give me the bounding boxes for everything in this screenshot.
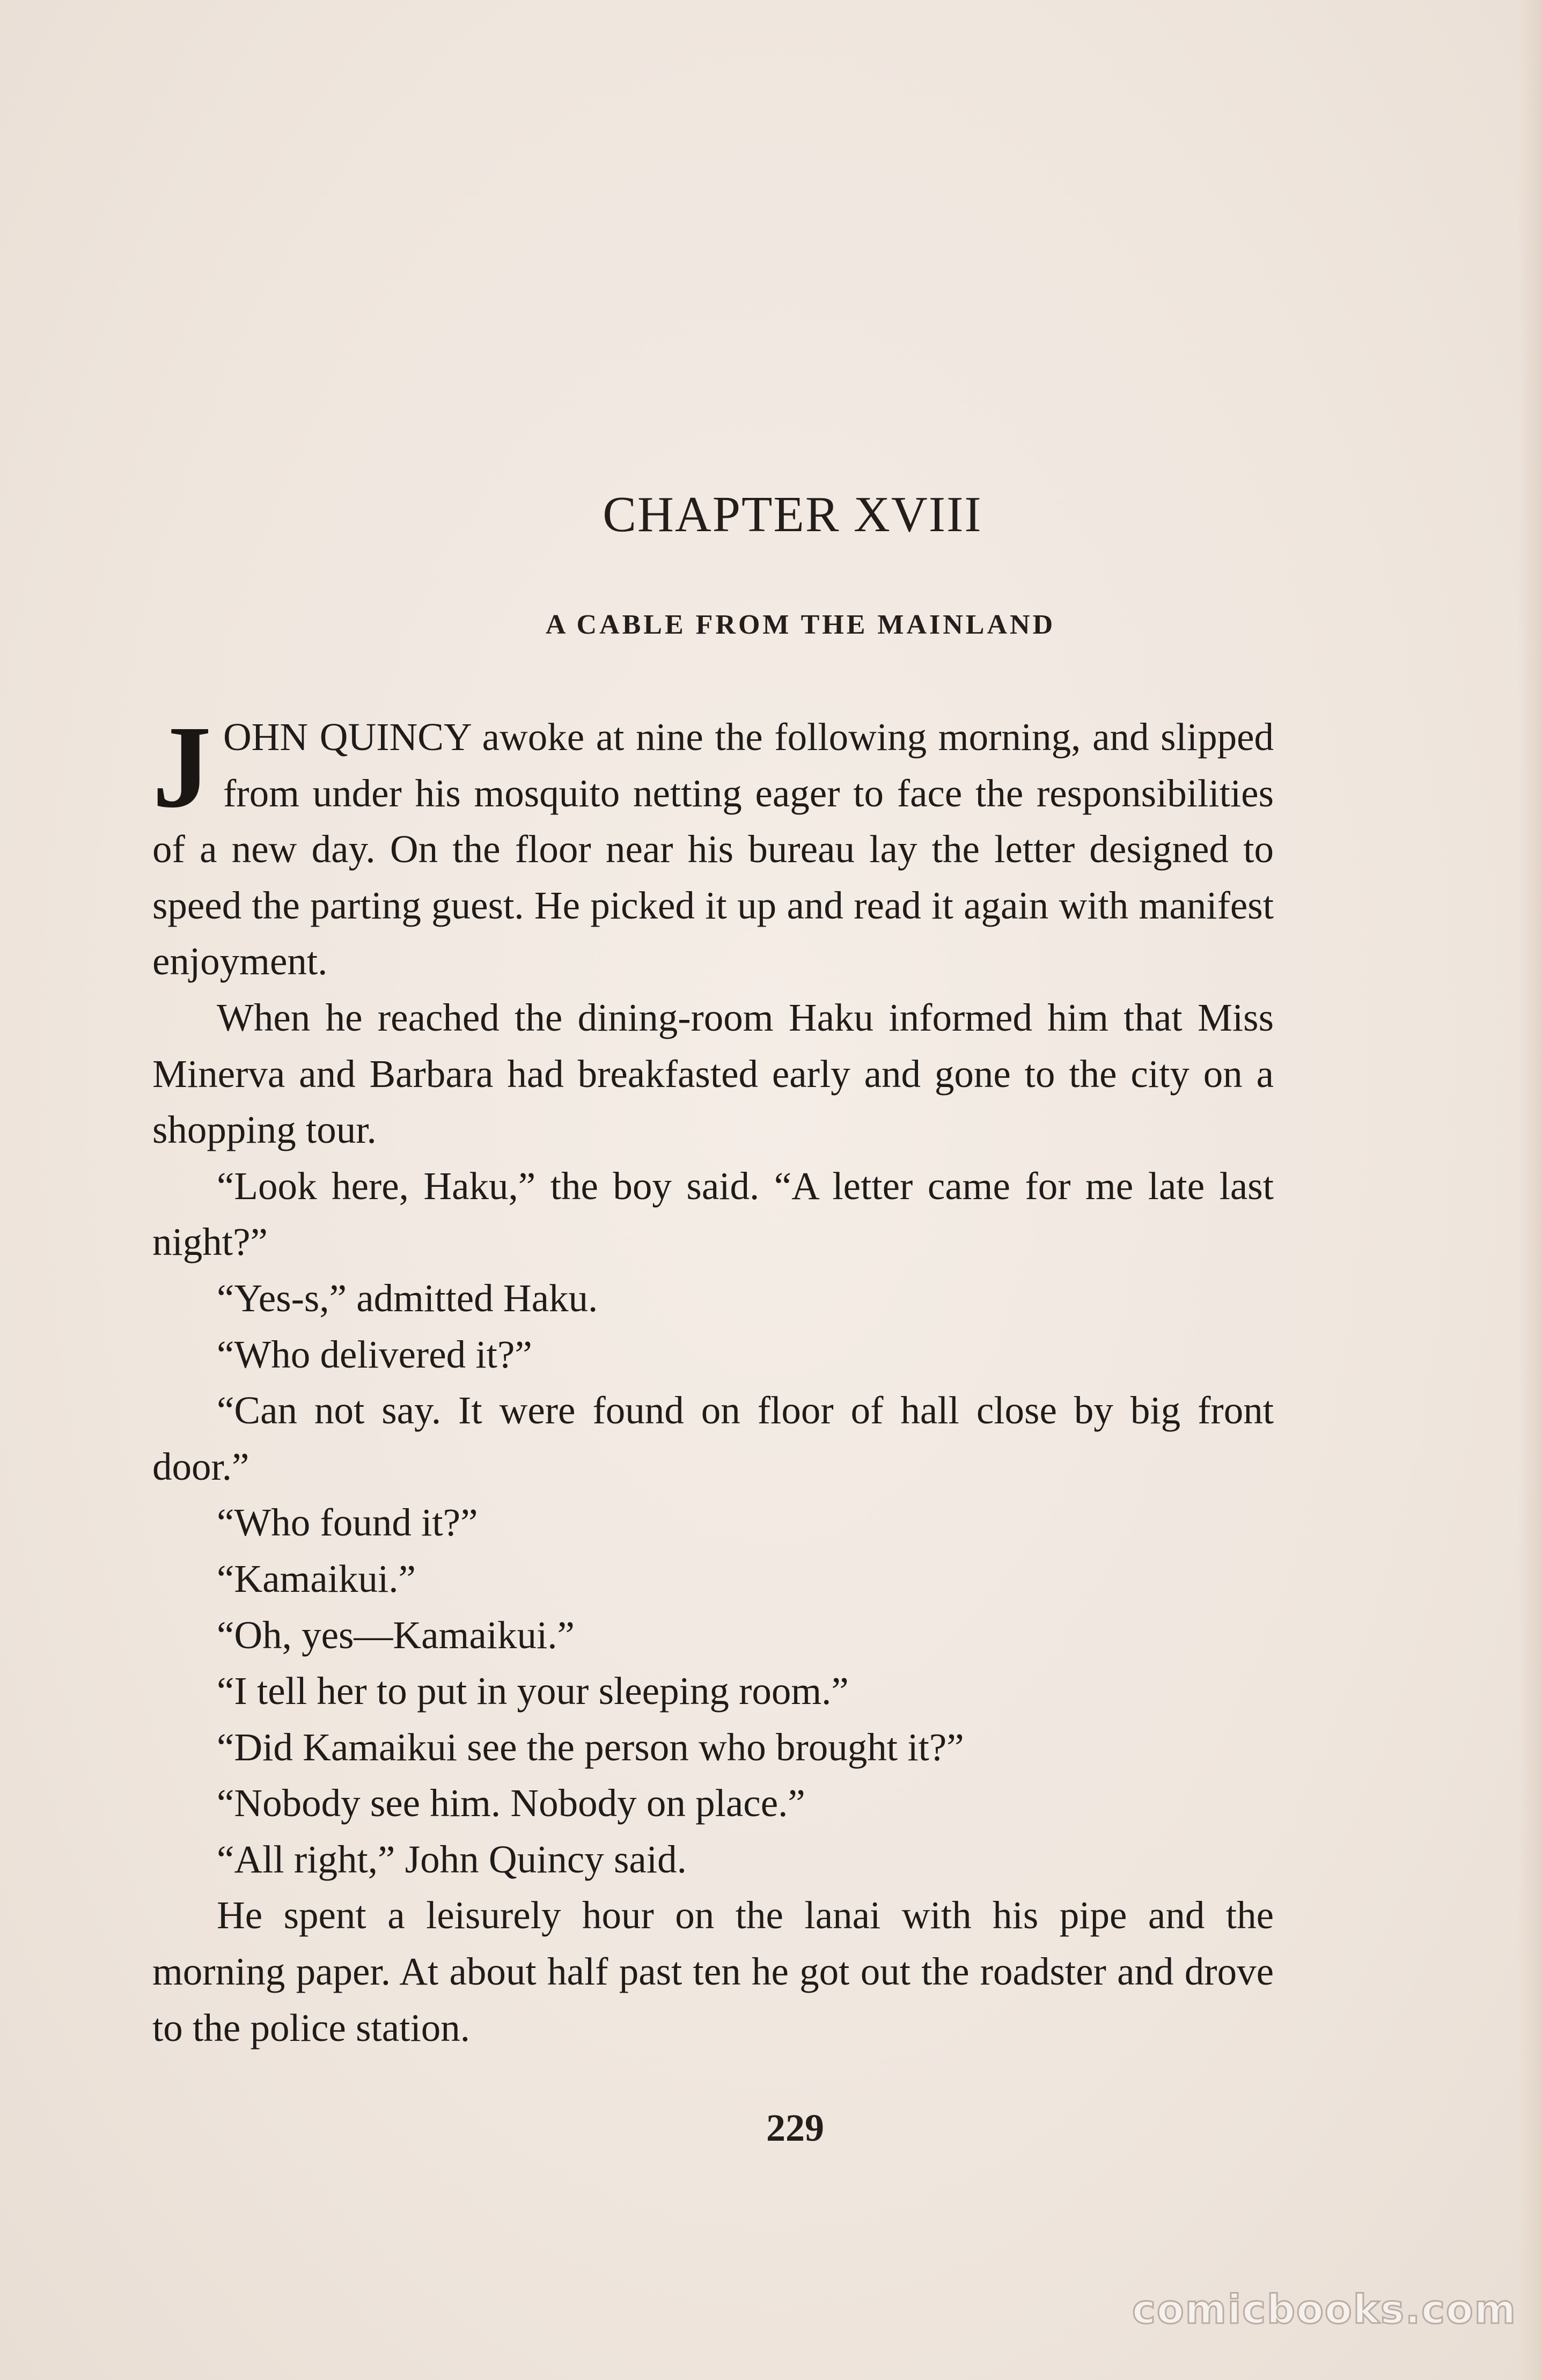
paragraph-11: “Did Kamaikui see the person who brought it?” bbox=[217, 1725, 964, 1769]
chapter-body bbox=[152, 701, 1274, 2056]
drop-cap: J bbox=[152, 701, 211, 832]
paragraph-6: “Can not say. It were found on floor of hall close by big front door.” bbox=[152, 1389, 1274, 1488]
paragraph-1-text: OHN QUINCY awoke at nine the following morning, and slipped from under his mosquito netting eager to face the responsibilities of a new day. On the floor near his bureau lay the letter designed to speed the parting guest. He picked it up and read it again with manifest enjoyment. bbox=[152, 715, 1274, 983]
paragraph-3: “Look here, Haku,” the boy said. “A letter came for me late last night?” bbox=[152, 1164, 1274, 1264]
page-number: 229 bbox=[766, 2106, 824, 2149]
watermark-logo: comicbooks.com bbox=[1132, 2287, 1517, 2333]
chapter-subtitle: A CABLE FROM THE MAINLAND bbox=[545, 609, 1056, 640]
paragraph-4: “Yes-s,” admitted Haku. bbox=[217, 1276, 598, 1320]
chapter-title: CHAPTER XVIII bbox=[603, 487, 982, 542]
paragraph-2: When he reached the dining-room Haku informed him that Miss Minerva and Barbara had breakfasted early and gone to the city on a shopping tour. bbox=[152, 995, 1274, 1152]
paragraph-1 bbox=[152, 701, 1274, 990]
paragraph-12: “Nobody see him. Nobody on place.” bbox=[217, 1781, 805, 1825]
paragraph-10: “I tell her to put in your sleeping room.” bbox=[217, 1669, 849, 1713]
page-edge-shadow bbox=[1518, 0, 1542, 2380]
paragraph-7: “Who found it?” bbox=[217, 1501, 478, 1545]
paragraph-14: He spent a leisurely hour on the lanai with his pipe and the morning paper. At about half past ten he got out the roadster and drove to the police station. bbox=[152, 1893, 1274, 2050]
paragraph-13: “All right,” John Quincy said. bbox=[217, 1837, 687, 1881]
paragraph-8: “Kamaikui.” bbox=[217, 1556, 416, 1600]
paragraph-5: “Who delivered it?” bbox=[217, 1332, 532, 1376]
paragraph-9: “Oh, yes—Kamaikui.” bbox=[217, 1613, 575, 1657]
